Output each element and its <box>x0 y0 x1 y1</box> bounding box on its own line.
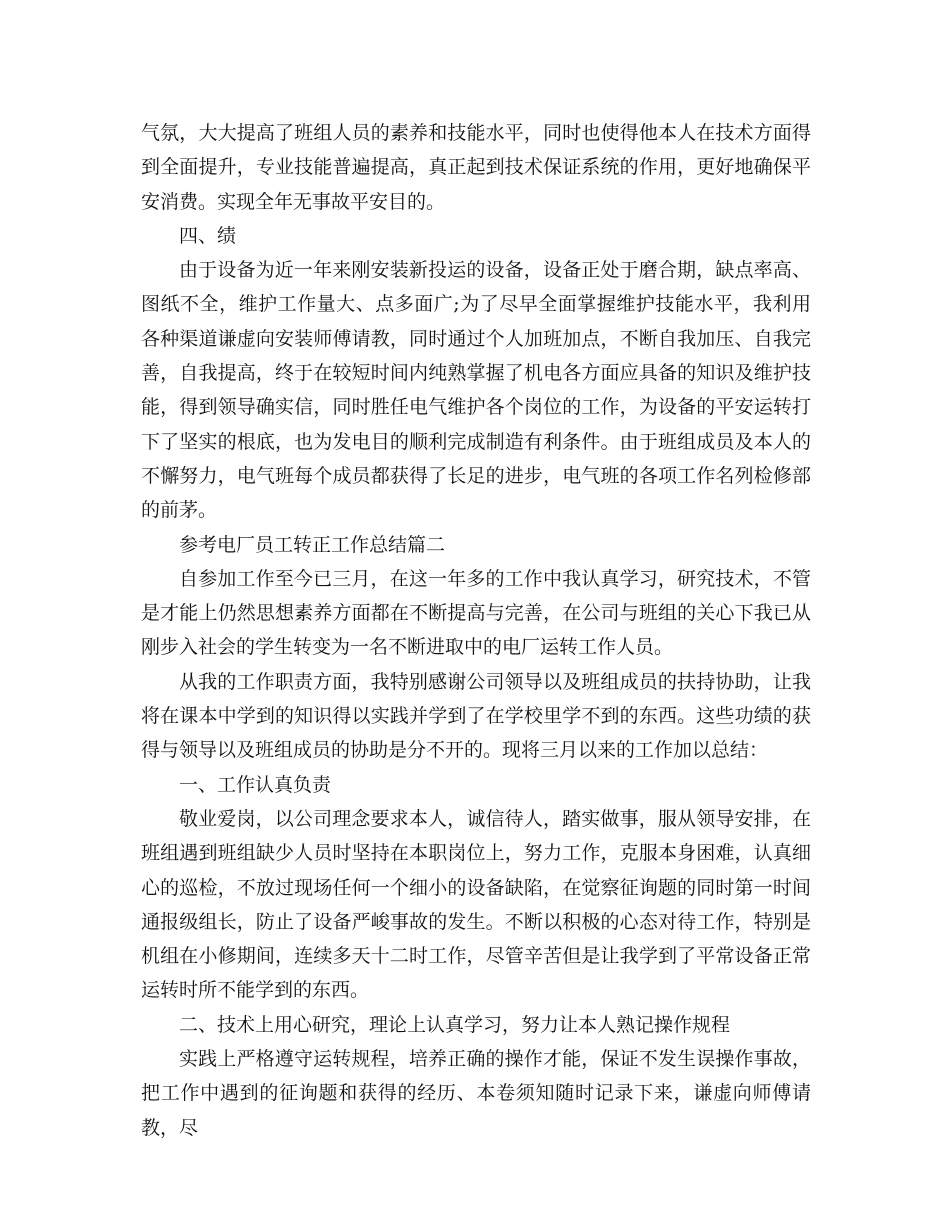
section-heading-technical-study: 二、技术上用心研究，理论上认真学习，努力让本人熟记操作规程 <box>179 1013 731 1036</box>
continuation-paragraph: 气氛，大大提高了班组人员的素养和技能水平，同时也使得他本人在技术方面得到全面提升，专业技能普遍提高，真正起到技术保证系统的作用，更好地确保平安消费。实现全年无事故平安目的。 <box>141 122 811 213</box>
document-body <box>141 116 811 1145</box>
article-title-part-two: 参考电厂员工转正工作总结篇二 <box>179 533 446 556</box>
body-paragraph: 自参加工作至今已三月，在这一年多的工作中我认真学习，研究技术，不管是才能上仍然思想素养方面都在不断提高与完善，在公司与班组的关心下我已从刚步入社会的学生转变为一名不断进取中的电厂运转工作人员。 <box>141 567 811 659</box>
body-paragraph: 实践上严格遵守运转规程，培养正确的操作才能，保证不发生误操作事故，把工作中遇到的征询题和获得的经历、本卷须知随时记录下来，谦虚向师傅请教，尽 <box>141 1048 811 1139</box>
body-paragraph: 由于设备为近一年来刚安装新投运的设备，设备正处于磨合期，缺点率高、图纸不全，维护工作量大、点多面广;为了尽早全面掌握维护技能水平，我利用各种渠道谦虚向安装师傅请教，同时通过个人加班加点，不断自我加压、自我完善，自我提高，终于在较短时间内纯熟掌握了机电各方面应具备的知识及维护技能，得到领导确实信，同时胜任电气维护各个岗位的工作，为设备的平安运转打下了坚实的根底，也为发电目的顺利完成制造有利条件。由于班组成员及本人的不懈努力，电气班每个成员都获得了长足的进步，电气班的各项工作名列检修部的前茅。 <box>141 259 811 522</box>
section-heading-performance: 四、绩 <box>179 224 237 247</box>
body-paragraph: 敬业爱岗，以公司理念要求本人，诚信待人，踏实做事，服从领导安排，在班组遇到班组缺少人员时坚持在本职岗位上，努力工作，克服本身困难，认真细心的巡检，不放过现场任何一个细小的设备缺陷，在觉察征询题的同时第一时间通报级组长，防止了设备严峻事故的发生。不断以积极的心态对待工作，特别是机组在小修期间，连续多天十二时工作，尽管辛苦但是让我学到了平常设备正常运转时所不能学到的东西。 <box>141 807 811 1002</box>
section-heading-work-responsibility: 一、工作认真负责 <box>179 773 332 796</box>
body-paragraph: 从我的工作职责方面，我特别感谢公司领导以及班组成员的扶持协助，让我将在课本中学到的知识得以实践并学到了在学校里学不到的东西。这些功绩的获得与领导以及班组成员的协助是分不开的。现将三月以来的工作加以总结： <box>141 670 811 762</box>
